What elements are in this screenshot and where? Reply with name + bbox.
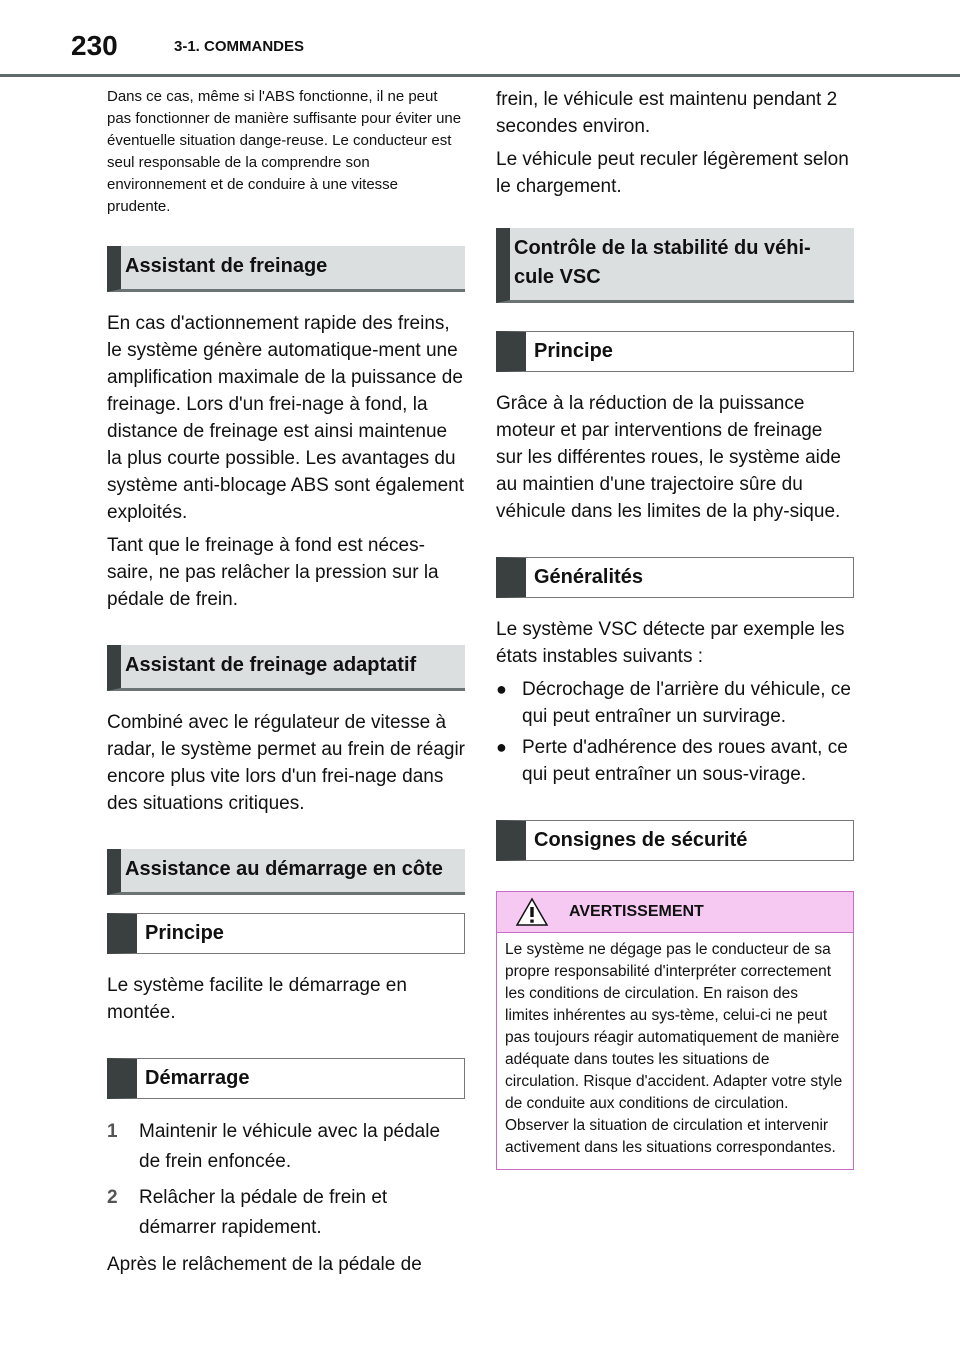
- subheading-vsc-general: Généralités: [496, 557, 854, 598]
- section-title: 3-1. COMMANDES: [174, 38, 305, 55]
- hill-principle-paragraph: Le système facilite le démarrage en montée.: [107, 975, 407, 1023]
- warning-header: [497, 892, 853, 933]
- heading-vsc: Contrôle de la stabilité du véhi-cule VSC: [496, 228, 854, 303]
- continued-paragraph-2: Le véhicule peut reculer légèrement selon le chargement.: [496, 149, 849, 197]
- intro-paragraph: Dans ce cas, même si l'ABS fonctionne, il ne peut pas fonctionner de manière suffisante pour éviter une éventuelle situation dange-reuse. Le conducteur est seul responsable de la comprendre son environnement et de conduire à une vitesse prudente.: [107, 88, 462, 215]
- vsc-general-paragraph: Le système VSC détecte par exemple les états instables suivants :: [496, 619, 845, 667]
- step-number: 2: [107, 1187, 118, 1208]
- list-item: [496, 734, 854, 788]
- page-number: 230: [71, 30, 118, 61]
- hill-after-paragraph: Après le relâchement de la pédale de: [107, 1254, 422, 1275]
- bullet-icon: ●: [496, 737, 507, 757]
- warning-text: Le système ne dégage pas le conducteur de sa propre responsabilité d'interpréter correctement les conditions de circulation. En raison des limites inhérentes au sys-tème, celui-ci ne peut pas toujours réagir automatiquement de manière adéquate dans toutes les situations de circulation. Risque d'accident. Adapter votre style de conduite aux conditions de circulation. Observer la situation de circulation et intervenir activement dans les situations correspondantes.: [505, 941, 843, 1156]
- subheading-hill-principle: Principe: [107, 913, 465, 954]
- brake-assist-paragraph-1: En cas d'actionnement rapide des freins, le système génère automatique-ment une amplification maximale de la puissance de freinage. Lors d'un frei-nage à fond, la distance de freinage est ainsi maintenue la plus courte possible. Les avantages du système anti-blocage ABS sont également exploités.: [107, 313, 464, 523]
- vsc-principle-paragraph: Grâce à la réduction de la puissance moteur et par interventions de freinage sur les différentes roues, le système aide au maintien d'une trajectoire sûre du véhicule dans les limites de la phy-sique.: [496, 393, 841, 522]
- list-item-text: Perte d'adhérence des roues avant, ce qui peut entraîner un sous-virage.: [522, 737, 848, 785]
- page-header: [0, 0, 960, 76]
- step-item: [107, 1183, 465, 1243]
- subheading-vsc-principle: Principe: [496, 331, 854, 372]
- header-rule: [0, 74, 960, 77]
- continued-paragraph-1: frein, le véhicule est maintenu pendant 2 secondes environ.: [496, 89, 838, 137]
- adaptive-paragraph: Combiné avec le régulateur de vitesse à radar, le système permet au frein de réagir encore plus vite lors d'un frei-nage dans des situations critiques.: [107, 712, 466, 814]
- heading-hill-start-assist: Assistance au démarrage en côte: [107, 849, 465, 895]
- subheading-hill-start: Démarrage: [107, 1058, 465, 1099]
- warning-triangle-icon: [515, 897, 549, 927]
- step-text: Relâcher la pédale de frein et démarrer rapidement.: [139, 1187, 388, 1238]
- bullet-icon: ●: [496, 679, 507, 699]
- warning-box: [496, 891, 854, 1170]
- step-text: Maintenir le véhicule avec la pédale de frein enfoncée.: [139, 1121, 441, 1172]
- step-number: 1: [107, 1121, 118, 1142]
- heading-brake-assist: Assistant de freinage: [107, 246, 465, 292]
- left-column: [107, 86, 465, 1284]
- brake-assist-paragraph-2: Tant que le freinage à fond est néces-saire, ne pas relâcher la pression sur la pédale de frein.: [107, 535, 439, 610]
- right-column: [496, 86, 854, 1170]
- subheading-safety: Consignes de sécurité: [496, 820, 854, 861]
- list-item: [496, 676, 854, 730]
- step-item: [107, 1117, 465, 1177]
- warning-title: AVERTISSEMENT: [569, 903, 704, 920]
- list-item-text: Décrochage de l'arrière du véhicule, ce qui peut entraîner un survirage.: [522, 679, 851, 727]
- heading-adaptive-brake-assist: Assistant de freinage adaptatif: [107, 645, 465, 691]
